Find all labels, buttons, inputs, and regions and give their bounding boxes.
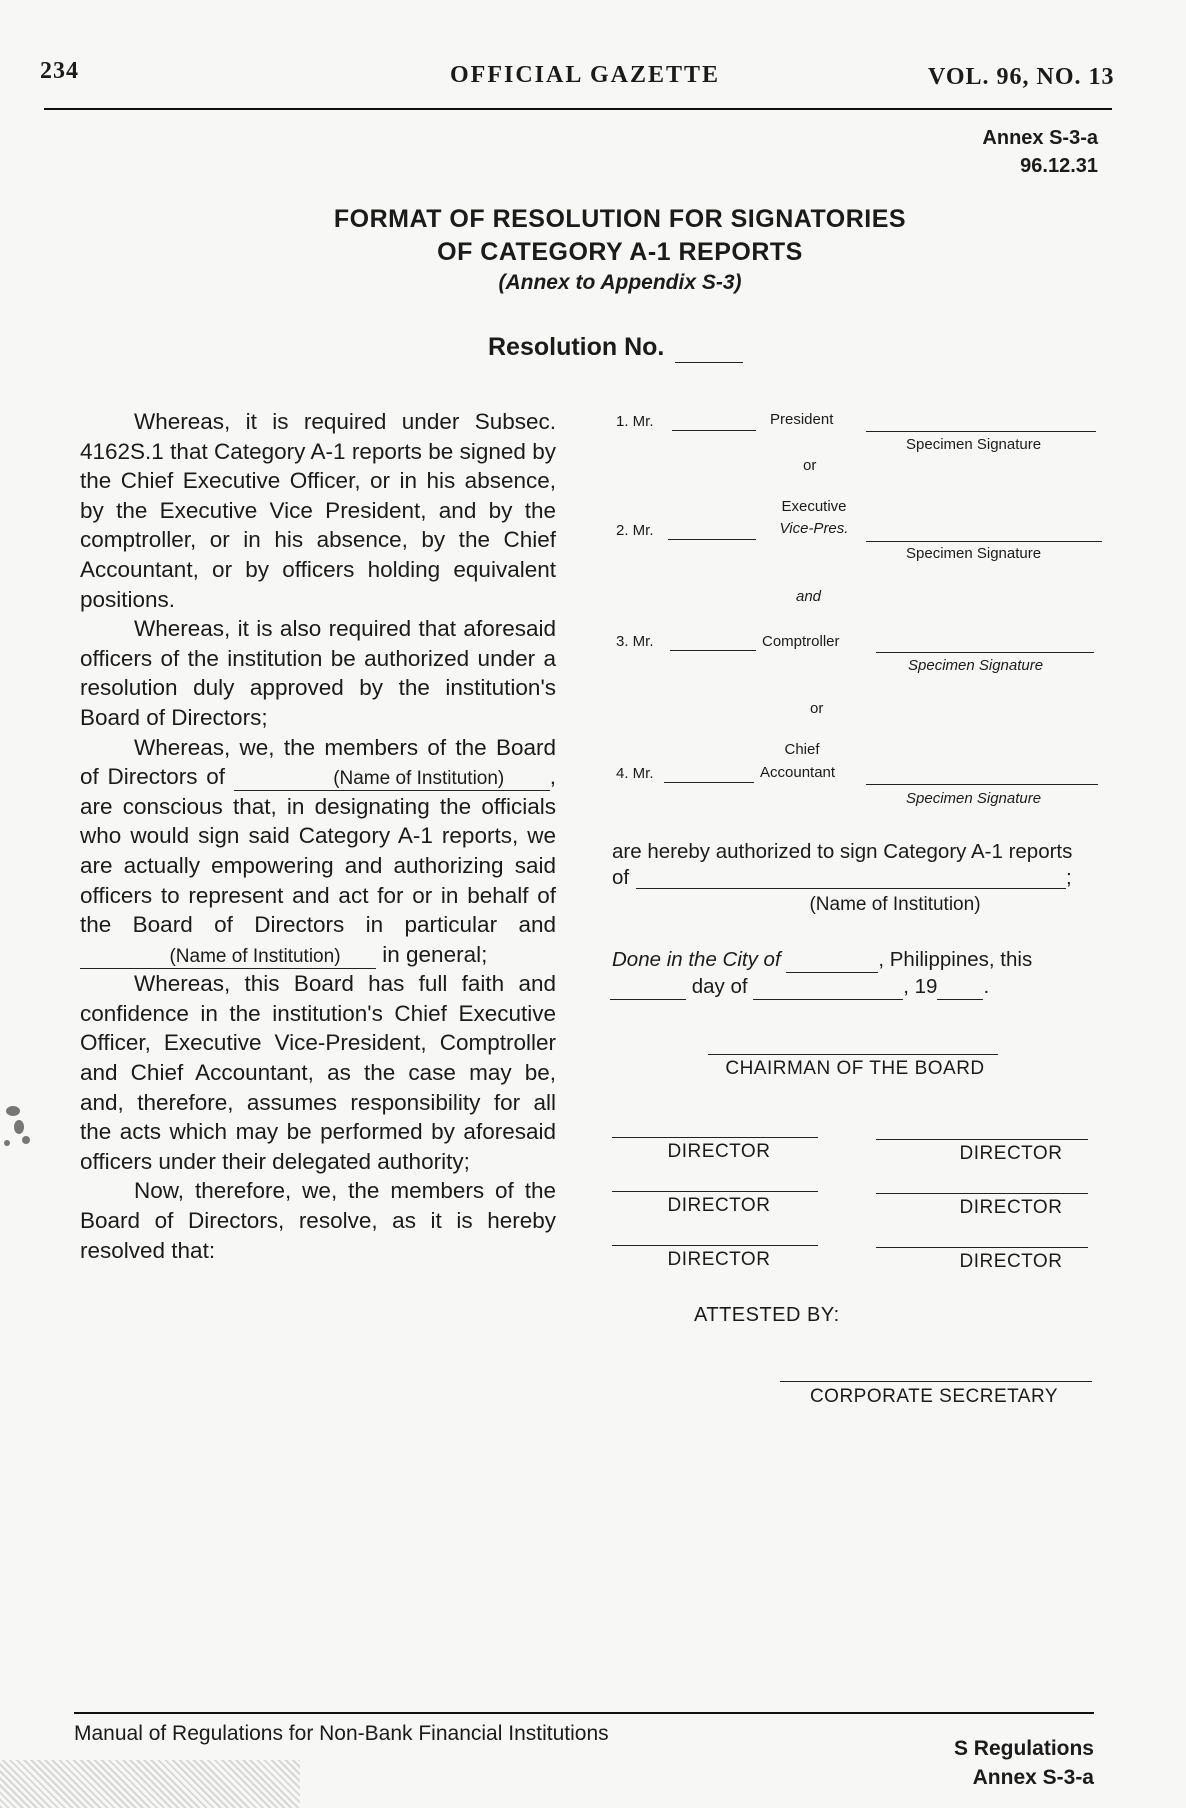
institution-name-blank-2[interactable]: (Name of Institution)	[80, 947, 376, 969]
whereas-paragraph-2: Whereas, it is also required that aforesaid officers of the institution be authorized under a resolution duly approved by the institution's Board of Directors;	[80, 616, 556, 730]
authorization-semicolon: ;	[1066, 866, 1072, 889]
signatory-2-name-line[interactable]	[668, 539, 756, 540]
day-of-text: day of	[691, 975, 748, 998]
title-line-2: OF CATEGORY A-1 REPORTS	[437, 238, 803, 266]
signatory-2-specimen: Specimen Signature	[906, 545, 1042, 562]
authorization-of: of	[612, 866, 630, 889]
chairman-caption: CHAIRMAN OF THE BOARD	[725, 1058, 985, 1079]
institution-name-line[interactable]	[636, 888, 1066, 889]
year-prefix: , 19	[903, 975, 938, 998]
scan-speck	[6, 1106, 20, 1116]
annex-date: 96.12.31	[1020, 155, 1098, 177]
signatory-1-number: 1. Mr.	[616, 413, 654, 430]
director-caption-5: DIRECTOR	[667, 1249, 771, 1270]
scan-speck	[14, 1120, 24, 1134]
signatory-3-number: 3. Mr.	[616, 633, 654, 650]
annex-ref	[982, 124, 1098, 180]
director-line-3[interactable]	[612, 1191, 818, 1192]
whereas-paragraph-3	[80, 733, 556, 970]
volume-number: VOL. 96, NO. 13	[928, 64, 1115, 90]
signatory-4-signature-line[interactable]	[866, 784, 1098, 785]
director-line-2[interactable]	[876, 1139, 1088, 1140]
signatory-3-specimen: Specimen Signature	[908, 657, 1044, 674]
p3-text-c: in general;	[382, 941, 488, 967]
gazette-title: OFFICIAL GAZETTE	[450, 62, 721, 88]
resolve-paragraph: Now, therefore, we, the members of the Board of Directors, resolve, as it is hereby resolved that:	[80, 1178, 556, 1263]
footer-ref	[954, 1734, 1094, 1792]
p3-text-b: , are conscious that, in designating the officials who would sign said Category A-1 reports, we are actually empowering and authorizing said officers to represent and act for or in behalf of the Board of Directors in particular and	[80, 764, 556, 938]
signatory-3-signature-line[interactable]	[876, 652, 1094, 653]
chairman-signature-line[interactable]	[708, 1054, 998, 1055]
whereas-paragraph-1: Whereas, it is required under Subsec. 4162S.1 that Category A-1 reports be signed by the Chief Executive Officer, or in his absence, by the Executive Vice President, and by the comptroller, or in his absence, by the Chief Accountant, or by officers holding equivalent positions.	[80, 409, 556, 612]
institution-name-blank-1[interactable]: (Name of Institution)	[234, 769, 550, 791]
secretary-signature-line[interactable]	[780, 1381, 1092, 1382]
director-line-6[interactable]	[876, 1247, 1088, 1248]
signatory-1-signature-line[interactable]	[866, 431, 1096, 432]
city-blank[interactable]	[786, 949, 878, 973]
scan-texture	[0, 1760, 300, 1808]
signatory-2-number: 2. Mr.	[616, 522, 654, 539]
director-caption-6: DIRECTOR	[959, 1251, 1063, 1272]
resolution-number	[488, 333, 743, 363]
director-line-1[interactable]	[612, 1137, 818, 1138]
scan-speck	[22, 1136, 30, 1144]
secretary-caption: CORPORATE SECRETARY	[809, 1386, 1059, 1407]
year-blank[interactable]	[937, 976, 983, 1000]
footer-annex: Annex S-3-a	[972, 1766, 1094, 1789]
footer-manual: Manual of Regulations for Non-Bank Financial Institutions	[74, 1722, 609, 1745]
month-blank[interactable]	[753, 976, 903, 1000]
scan-speck	[4, 1140, 10, 1146]
signatory-3-title: Comptroller	[762, 633, 840, 650]
director-caption-4: DIRECTOR	[959, 1197, 1063, 1218]
page-number: 234	[40, 58, 79, 84]
signatory-4-number: 4. Mr.	[616, 765, 654, 782]
resolution-label: Resolution No.	[488, 333, 665, 361]
and-connector: and	[796, 588, 822, 605]
signatory-1-name-line[interactable]	[672, 430, 756, 431]
or-1: or	[803, 457, 817, 474]
footer-regulation: S Regulations	[953, 1737, 1094, 1760]
signatory-4-specimen: Specimen Signature	[906, 790, 1042, 807]
title-line-1: FORMAT OF RESOLUTION FOR SIGNATORIES	[333, 205, 907, 233]
or-2: or	[810, 700, 824, 717]
whereas-paragraph-4: Whereas, this Board has full faith and confidence in the institution's Chief Executive Officer, Executive Vice-President, Comptroller and Chief Accountant, as the case may be, and, therefore, assumes responsibility for all the acts which may be performed by aforesaid officers under their delegated authority;	[80, 971, 556, 1174]
signatory-4-name-line[interactable]	[664, 782, 754, 783]
done-in-text: Done in the City of	[612, 948, 781, 971]
director-line-4[interactable]	[876, 1193, 1088, 1194]
day-blank[interactable]	[610, 976, 686, 1000]
director-caption-3: DIRECTOR	[667, 1195, 771, 1216]
authorization-line: are hereby authorized to sign Category A-1 reports	[612, 840, 1073, 863]
signatory-1-title: President	[770, 411, 834, 428]
signatory-3-name-line[interactable]	[670, 650, 756, 651]
whereas-clauses	[80, 407, 556, 1265]
philippines-text: , Philippines, this	[878, 948, 1033, 971]
day-line-period: .	[983, 975, 990, 998]
attested-by: ATTESTED BY:	[694, 1304, 840, 1326]
signatory-4-title-b: Accountant	[760, 764, 836, 781]
footer-rule	[74, 1712, 1094, 1714]
resolution-number-blank[interactable]	[675, 334, 743, 363]
signatory-2-title-a: Executive	[781, 498, 847, 515]
document-title	[300, 205, 940, 295]
director-line-5[interactable]	[612, 1245, 818, 1246]
done-in-line	[612, 948, 1032, 973]
signatory-1-specimen: Specimen Signature	[906, 436, 1042, 453]
annex-label: Annex S-3-a	[982, 127, 1098, 149]
institution-name-caption: (Name of Institution)	[809, 894, 981, 915]
signatory-4-title-a: Chief	[784, 741, 820, 758]
signatory-2-signature-line[interactable]	[866, 541, 1102, 542]
p3-text-a: Whereas, we, the members of the Board of Directors of	[80, 734, 556, 790]
signatory-2-title-b: Vice-Pres.	[779, 520, 849, 537]
header-rule	[44, 108, 1112, 110]
day-line	[610, 975, 989, 1000]
director-caption-1: DIRECTOR	[667, 1141, 771, 1162]
director-caption-2: DIRECTOR	[959, 1143, 1063, 1164]
title-subtitle: (Annex to Appendix S-3)	[498, 271, 742, 294]
